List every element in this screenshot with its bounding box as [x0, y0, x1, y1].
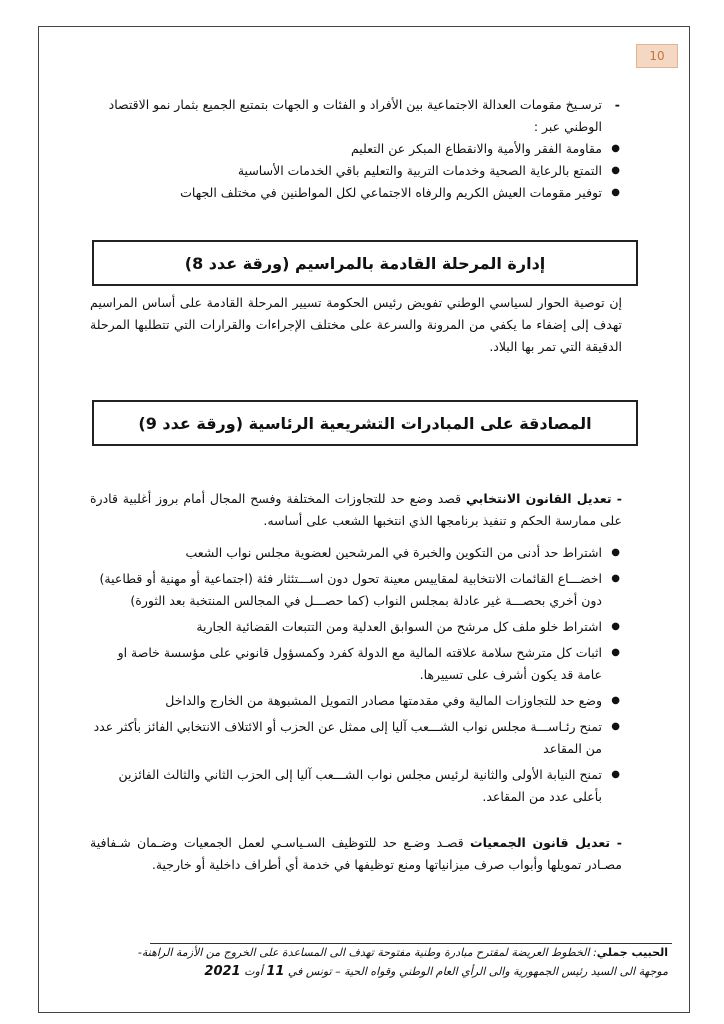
footer-line-2-text: موجهة الى السيد رئيس الجمهورية والى الرأي العام الوطني وقواه الحية – تونس في [284, 965, 668, 978]
bullet-icon: ● [611, 647, 620, 658]
bullet-icon: ● [611, 165, 620, 176]
bullet-icon: ● [611, 547, 620, 558]
page-number: 10 [649, 49, 665, 63]
footer-year: 2021 [204, 964, 241, 979]
bullet-icon: ● [611, 573, 620, 584]
list-item-text: اخضـــاع القائمات الانتخابية لمقاييس معينة تحول دون اســـتئثار فئة (اجتماعية أو مهنية أو قطاعية) دون أخري بحصـــة غير عادلة بمجلس النواب (كما حصـــل في المجالس المنتخبة بعد الثورة) [99, 571, 602, 608]
top-bullet-list [90, 138, 622, 204]
section-9-heading-box [92, 400, 638, 446]
top-list-block [90, 94, 622, 204]
list-item [90, 690, 622, 712]
list-item-text: اثبات كل مترشح سلامة علاقته المالية مع الدولة كفرد وكمسؤول قانوني على مؤسسة خاصة او عامة قد يكون أشرف على تسييرها. [117, 645, 602, 682]
list-item [90, 568, 622, 612]
list-item [90, 182, 622, 204]
bullet-icon: ● [611, 769, 620, 780]
dash-marker: - [610, 835, 622, 850]
page-number-badge [636, 44, 678, 68]
top-list-item-text: ترسـيخ مقومات العدالة الاجتماعية بين الأفراد و الفئات و الجهات بتمتيع الجميع بثمار نمو الاقتصاد الوطني عبر : [108, 97, 602, 134]
section-9-title: المصادقة على المبادرات التشريعية الرئاسية (ورقة عدد 9) [138, 413, 592, 433]
bullet-icon: ● [611, 695, 620, 706]
top-list-dash-item [90, 94, 622, 138]
section-8-paragraph: إن توصية الحوار لسياسي الوطني تفويض رئيس الحكومة تسيير المرحلة القادمة على أساس المراسيم تهدف إلى إضفاء ما يكفي من المرونة والسرعة على مختلف الإجراءات والقرارات التي تتطلبها المرحلة الدقيقة التي تمر بها البلاد. [90, 295, 622, 354]
electoral-law-paragraph [90, 488, 622, 532]
list-item [90, 716, 622, 760]
list-item [90, 160, 622, 182]
dash-marker: - [614, 97, 620, 112]
list-item-text: التمتع بالرعاية الصحية وخدمات التربية والتعليم باقي الخدمات الأساسية [237, 163, 602, 178]
list-item [90, 542, 622, 564]
list-item [90, 616, 622, 638]
section-8-title: إدارة المرحلة القادمة بالمراسيم (ورقة عدد 8) [184, 253, 546, 273]
associations-law-keyword: تعديل قانون الجمعيات [470, 835, 611, 850]
list-item-text: توفير مقومات العيش الكريم والرفاه الاجتماعي لكل المواطنين في مختلف الجهات [180, 185, 602, 200]
list-item [90, 138, 622, 160]
section-9-bullets-block [90, 542, 622, 812]
footer-divider [150, 943, 672, 944]
footer-line-1-text: : الخطوط العريضة لمقترح مبادرة وطنية مفتوحة تهدف الى المساعدة على الخروج من الأزمة الراهنة- [137, 946, 597, 959]
associations-law-text: قصـد وضـع حد للتوظيف السـياسـي لعمل الجمعيات وضـمان شـفافية مصـادر تمويلها وأبواب صرف ميزانياتها ومنع توظيفها في خدمة أي أطراف داخلية أو خارجية. [90, 835, 622, 872]
list-item [90, 642, 622, 686]
bullet-icon: ● [611, 621, 620, 632]
footer-day: 11 [266, 964, 285, 979]
bullet-icon: ● [611, 143, 620, 154]
footer-line-2 [120, 964, 668, 979]
list-item-text: مقاومة الفقر والأمية والانقطاع المبكر عن التعليم [350, 141, 602, 156]
dash-marker: - [611, 491, 622, 506]
footer-author: الحبيب جملي [596, 946, 668, 959]
electoral-law-text: قصد وضع حد للتجاوزات المختلفة وفسح المجال أمام بروز أغلبية قادرة على ممارسة الحكم و تنفيذ برنامجها الذي انتخبها الشعب على أساسه. [90, 491, 622, 528]
bullet-icon: ● [611, 187, 620, 198]
list-item-text: وضع حد للتجاوزات المالية وفي مقدمتها مصادر التمويل المشبوهة من الخارج والداخل [165, 693, 602, 708]
footer-line-1 [120, 946, 668, 959]
list-item-text: تمنح النيابة الأولى والثانية لرئيس مجلس نواب الشـــعب آليا إلى الحزب الثاني والثالث الفائزين بأعلى عدد من المقاعد. [118, 767, 602, 804]
electoral-law-keyword: تعديل القانون الانتخابي [465, 491, 612, 506]
list-item [90, 764, 622, 808]
list-item-text: تمنح رئـاســـة مجلس نواب الشـــعب آليا إلى ممثل عن الحزب أو الائتلاف الانتخابي الفائز بأكثر عدد من المقاعد [93, 719, 602, 756]
bullet-icon: ● [611, 721, 620, 732]
list-item-text: اشتراط حد أدنى من التكوين والخبرة في المرشحين لعضوية مجلس نواب الشعب [185, 545, 602, 560]
section-9-bullet-list [90, 542, 622, 808]
list-item-text: اشتراط خلو ملف كل مرشح من السوابق العدلية ومن التتبعات القضائية الجارية [196, 619, 602, 634]
associations-law-paragraph [90, 832, 622, 876]
section-8-heading-box [92, 240, 638, 286]
footer-month: أوت [240, 965, 267, 978]
